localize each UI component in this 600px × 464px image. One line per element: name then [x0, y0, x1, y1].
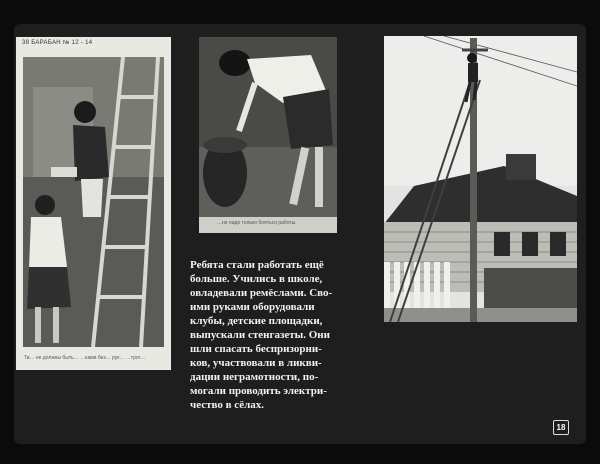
photo-house-electric-pole — [384, 36, 577, 322]
body-line: клубы, детские площадки, — [190, 315, 323, 327]
body-line: могали проводить электри- — [190, 385, 327, 397]
body-text — [190, 258, 370, 412]
body-line: чество в сёлах. — [190, 399, 264, 411]
photo-girls-on-ladder — [16, 37, 171, 370]
photo-woman-with-bucket — [199, 37, 337, 233]
body-line: шли спасать беспризорни- — [190, 343, 322, 355]
body-line: ими руками оборудовали — [190, 301, 315, 313]
magazine-header: 38 БАРАБАН № 12 - 14 — [22, 40, 93, 46]
body-line: больше. Учились в школе, — [190, 273, 323, 285]
page-number: 18 — [553, 420, 569, 435]
ladder-photo-image — [23, 57, 164, 347]
body-line: овладевали ремёслами. Сво- — [190, 287, 333, 299]
body-line: Ребята стали работать ещё — [190, 259, 324, 271]
photo1-caption: Тв… не должны быть… …ками без… рук… …трог… — [24, 355, 146, 361]
body-line: дации неграмотности, по- — [190, 371, 319, 383]
bucket-photo-image — [199, 37, 337, 217]
photo2-caption: …не надо только бояться работы. — [217, 220, 297, 226]
body-line: ков, участвовали в ликви- — [190, 357, 322, 369]
pole-photo-image — [384, 36, 577, 322]
body-line: выпускали стенгазеты. Они — [190, 329, 330, 341]
